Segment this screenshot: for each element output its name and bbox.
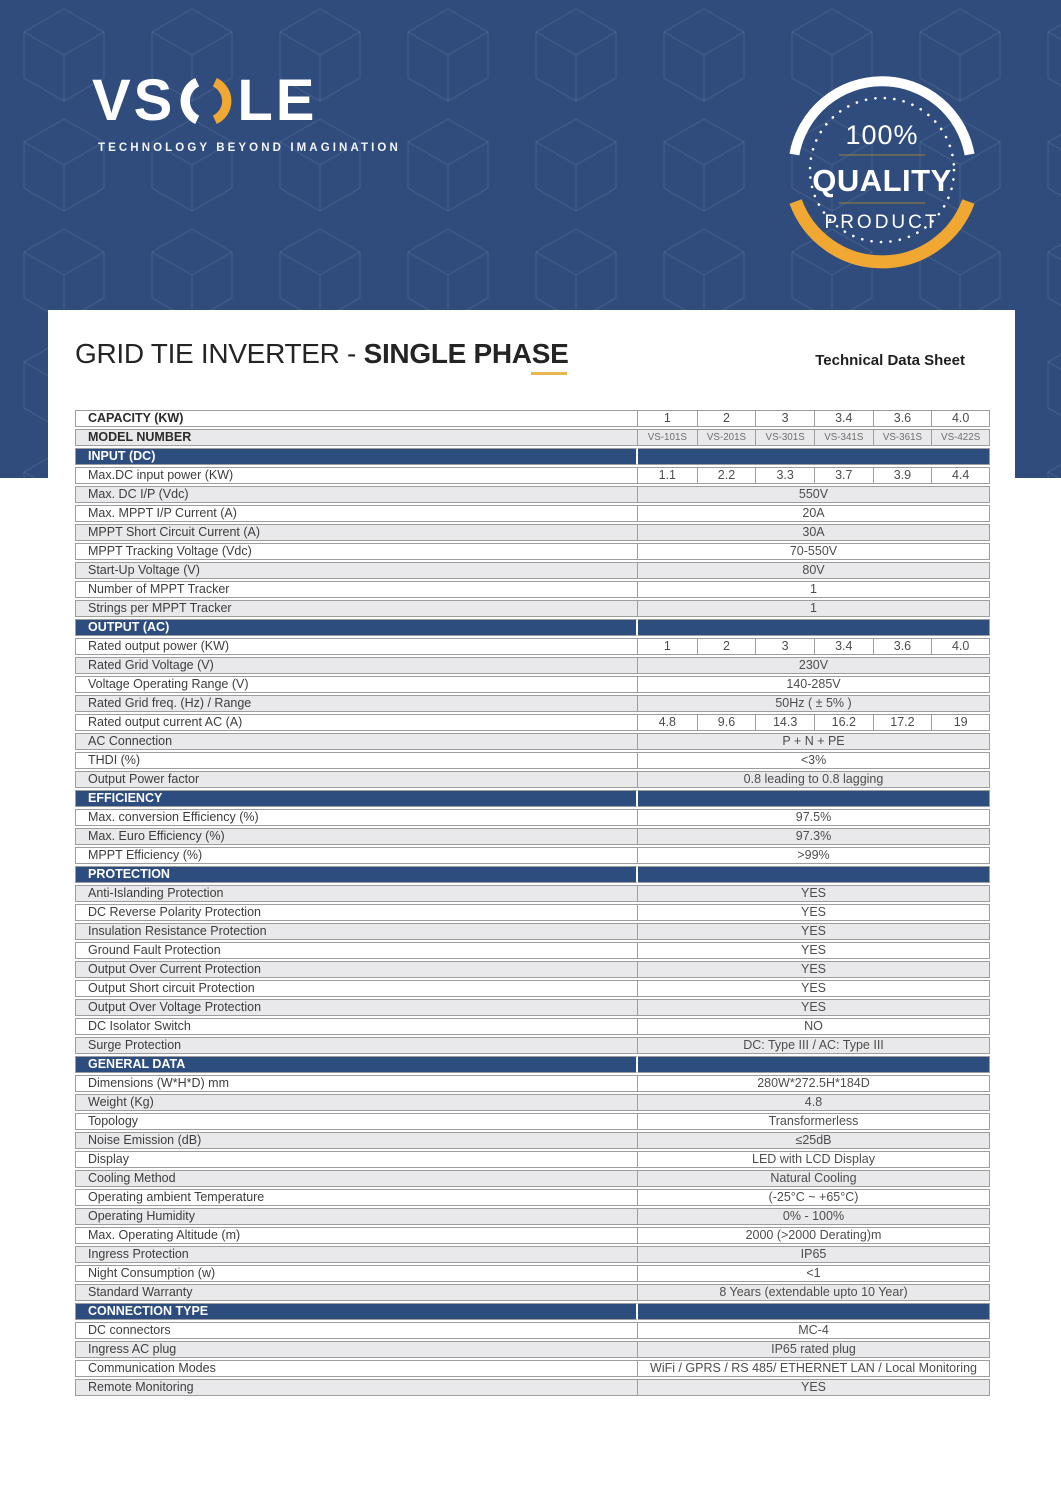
- row-value: VS-301S: [755, 429, 814, 446]
- row-label: DC connectors: [75, 1322, 638, 1339]
- table-row: [75, 467, 990, 484]
- row-value-span: 97.3%: [638, 828, 990, 845]
- row-value-span: <1: [638, 1265, 990, 1282]
- table-row: [75, 1189, 990, 1206]
- row-value: 1.1: [638, 467, 697, 484]
- row-label: AC Connection: [75, 733, 638, 750]
- row-value-span: Natural Cooling: [638, 1170, 990, 1187]
- table-row: [75, 1151, 990, 1168]
- row-label: Insulation Resistance Protection: [75, 923, 638, 940]
- table-row: [75, 1360, 990, 1377]
- row-value: 3: [755, 410, 814, 427]
- row-label: Remote Monitoring: [75, 1379, 638, 1396]
- row-value-span: DC: Type III / AC: Type III: [638, 1037, 990, 1054]
- row-value-span: MC-4: [638, 1322, 990, 1339]
- table-row: [75, 562, 990, 579]
- row-label: Anti-Islanding Protection: [75, 885, 638, 902]
- row-value-span: IP65: [638, 1246, 990, 1263]
- row-label: Strings per MPPT Tracker: [75, 600, 638, 617]
- section-row: [75, 866, 990, 883]
- spec-table: [75, 408, 990, 1398]
- row-label: Max. MPPT I/P Current (A): [75, 505, 638, 522]
- row-value-span: 97.5%: [638, 809, 990, 826]
- row-label: DC Isolator Switch: [75, 1018, 638, 1035]
- row-value-span: LED with LCD Display: [638, 1151, 990, 1168]
- section-label: OUTPUT (AC): [75, 619, 638, 636]
- table-row: [75, 961, 990, 978]
- table-row: [75, 923, 990, 940]
- table-row: [75, 714, 990, 731]
- row-value-span: YES: [638, 980, 990, 997]
- table-row: [75, 410, 990, 427]
- row-label: Output Short circuit Protection: [75, 980, 638, 997]
- row-label: Operating Humidity: [75, 1208, 638, 1225]
- table-row: [75, 657, 990, 674]
- row-label: Night Consumption (w): [75, 1265, 638, 1282]
- row-value-span: 2000 (>2000 Derating)m: [638, 1227, 990, 1244]
- table-row: [75, 1265, 990, 1282]
- row-value: 2.2: [697, 467, 756, 484]
- row-label: Max. Euro Efficiency (%): [75, 828, 638, 845]
- table-row: [75, 600, 990, 617]
- table-row: [75, 1037, 990, 1054]
- row-value-span: 80V: [638, 562, 990, 579]
- table-row: [75, 1341, 990, 1358]
- table-row: [75, 885, 990, 902]
- row-value-span: Transformerless: [638, 1113, 990, 1130]
- row-label: Rated Grid Voltage (V): [75, 657, 638, 674]
- section-fill: [638, 1303, 990, 1320]
- row-label: CAPACITY (KW): [75, 410, 638, 427]
- table-row: [75, 524, 990, 541]
- row-value: 19: [931, 714, 990, 731]
- row-label: MODEL NUMBER: [75, 429, 638, 446]
- badge-middle-text: QUALITY: [812, 163, 952, 198]
- table-row: [75, 505, 990, 522]
- row-value: 4.8: [638, 714, 697, 731]
- row-value-span: 280W*272.5H*184D: [638, 1075, 990, 1092]
- row-value-span: <3%: [638, 752, 990, 769]
- section-label: GENERAL DATA: [75, 1056, 638, 1073]
- table-row: [75, 1018, 990, 1035]
- section-fill: [638, 790, 990, 807]
- row-value: 3.4: [814, 410, 873, 427]
- logo-o-icon: [179, 74, 233, 128]
- section-label: INPUT (DC): [75, 448, 638, 465]
- row-value: 3.6: [873, 410, 932, 427]
- section-row: [75, 790, 990, 807]
- table-row: [75, 1170, 990, 1187]
- row-label: MPPT Efficiency (%): [75, 847, 638, 864]
- row-label: Ingress Protection: [75, 1246, 638, 1263]
- row-label: Max. DC I/P (Vdc): [75, 486, 638, 503]
- row-label: Weight (Kg): [75, 1094, 638, 1111]
- table-row: [75, 942, 990, 959]
- row-value-span: (-25°C ~ +65°C): [638, 1189, 990, 1206]
- row-label: Noise Emission (dB): [75, 1132, 638, 1149]
- section-row: [75, 448, 990, 465]
- row-value: VS-101S: [638, 429, 697, 446]
- section-label: CONNECTION TYPE: [75, 1303, 638, 1320]
- table-row: [75, 1379, 990, 1396]
- row-label: Output Over Current Protection: [75, 961, 638, 978]
- table-row: [75, 1075, 990, 1092]
- row-label: DC Reverse Polarity Protection: [75, 904, 638, 921]
- row-label: Output Over Voltage Protection: [75, 999, 638, 1016]
- row-value-span: 8 Years (extendable upto 10 Year): [638, 1284, 990, 1301]
- table-row: [75, 486, 990, 503]
- row-value: VS-361S: [873, 429, 932, 446]
- logo-text-vs: VS: [92, 68, 176, 133]
- row-label: Communication Modes: [75, 1360, 638, 1377]
- row-label: Start-Up Voltage (V): [75, 562, 638, 579]
- title-underline: [531, 372, 567, 375]
- row-value: 9.6: [697, 714, 756, 731]
- row-value-span: YES: [638, 923, 990, 940]
- row-label: Max.DC input power (KW): [75, 467, 638, 484]
- table-row: [75, 752, 990, 769]
- row-label: Ingress AC plug: [75, 1341, 638, 1358]
- row-label: Surge Protection: [75, 1037, 638, 1054]
- badge-bottom-text: PRODUCT: [824, 212, 940, 233]
- content-panel: [48, 310, 1015, 1500]
- table-row: [75, 1094, 990, 1111]
- row-label: Standard Warranty: [75, 1284, 638, 1301]
- table-row: [75, 999, 990, 1016]
- row-value: 3: [755, 638, 814, 655]
- row-value-span: 0.8 leading to 0.8 lagging: [638, 771, 990, 788]
- section-row: [75, 1056, 990, 1073]
- row-label: Output Power factor: [75, 771, 638, 788]
- row-value: VS-201S: [697, 429, 756, 446]
- row-value: 3.4: [814, 638, 873, 655]
- logo-text-le: LE: [237, 68, 318, 133]
- row-value: 4.0: [931, 410, 990, 427]
- section-label: EFFICIENCY: [75, 790, 638, 807]
- title-row: [75, 338, 990, 398]
- row-label: Cooling Method: [75, 1170, 638, 1187]
- section-fill: [638, 866, 990, 883]
- row-label: Ground Fault Protection: [75, 942, 638, 959]
- table-row: [75, 638, 990, 655]
- table-row: [75, 904, 990, 921]
- section-row: [75, 619, 990, 636]
- row-value-span: 20A: [638, 505, 990, 522]
- row-value-span: YES: [638, 961, 990, 978]
- table-row: [75, 581, 990, 598]
- row-value-span: YES: [638, 999, 990, 1016]
- row-value-span: IP65 rated plug: [638, 1341, 990, 1358]
- row-value: VS-341S: [814, 429, 873, 446]
- table-row: [75, 809, 990, 826]
- row-value-span: NO: [638, 1018, 990, 1035]
- doc-type-label: Technical Data Sheet: [815, 352, 965, 369]
- row-label: THDI (%): [75, 752, 638, 769]
- table-row: [75, 1208, 990, 1225]
- table-row: [75, 733, 990, 750]
- row-value: 14.3: [755, 714, 814, 731]
- brand-tagline: TECHNOLOGY BEYOND IMAGINATION: [98, 142, 401, 154]
- table-row: [75, 429, 990, 446]
- table-row: [75, 847, 990, 864]
- row-value-span: 4.8: [638, 1094, 990, 1111]
- section-row: [75, 1303, 990, 1320]
- section-fill: [638, 1056, 990, 1073]
- row-value-span: YES: [638, 1379, 990, 1396]
- table-row: [75, 1132, 990, 1149]
- row-value-span: YES: [638, 942, 990, 959]
- row-label: MPPT Short Circuit Current (A): [75, 524, 638, 541]
- spec-table-body: [75, 410, 990, 1396]
- row-label: Max. Operating Altitude (m): [75, 1227, 638, 1244]
- row-label: Rated output current AC (A): [75, 714, 638, 731]
- row-value: 3.7: [814, 467, 873, 484]
- row-value: 4.0: [931, 638, 990, 655]
- row-value-span: P + N + PE: [638, 733, 990, 750]
- row-label: Max. conversion Efficiency (%): [75, 809, 638, 826]
- row-value-span: >99%: [638, 847, 990, 864]
- table-row: [75, 828, 990, 845]
- quality-badge: [777, 58, 987, 288]
- table-row: [75, 1284, 990, 1301]
- row-value: 1: [638, 638, 697, 655]
- row-value: 2: [697, 638, 756, 655]
- row-value: 2: [697, 410, 756, 427]
- row-value-span: 70-550V: [638, 543, 990, 560]
- row-value-span: WiFi / GPRS / RS 485/ ETHERNET LAN / Local Monitoring: [638, 1360, 990, 1377]
- row-value: 16.2: [814, 714, 873, 731]
- row-value: 4.4: [931, 467, 990, 484]
- row-value-span: 1: [638, 581, 990, 598]
- row-value: 1: [638, 410, 697, 427]
- row-label: Display: [75, 1151, 638, 1168]
- table-row: [75, 1322, 990, 1339]
- table-row: [75, 695, 990, 712]
- row-value-span: 230V: [638, 657, 990, 674]
- brand-logo: [92, 68, 401, 154]
- row-value-span: YES: [638, 885, 990, 902]
- row-label: Rated Grid freq. (Hz) / Range: [75, 695, 638, 712]
- section-fill: [638, 619, 990, 636]
- title-bold-part: SINGLE PHASE: [363, 338, 569, 369]
- table-row: [75, 1246, 990, 1263]
- badge-top-text: 100%: [845, 120, 919, 150]
- table-row: [75, 1227, 990, 1244]
- row-value: VS-422S: [931, 429, 990, 446]
- table-row: [75, 543, 990, 560]
- row-label: Dimensions (W*H*D) mm: [75, 1075, 638, 1092]
- table-row: [75, 771, 990, 788]
- table-row: [75, 1113, 990, 1130]
- table-row: [75, 676, 990, 693]
- row-value-span: 30A: [638, 524, 990, 541]
- row-value: 3.3: [755, 467, 814, 484]
- row-value-span: YES: [638, 904, 990, 921]
- row-value-span: ≤25dB: [638, 1132, 990, 1149]
- section-fill: [638, 448, 990, 465]
- row-value-span: 50Hz ( ± 5% ): [638, 695, 990, 712]
- row-value: 3.6: [873, 638, 932, 655]
- row-value-span: 550V: [638, 486, 990, 503]
- row-label: Voltage Operating Range (V): [75, 676, 638, 693]
- row-label: MPPT Tracking Voltage (Vdc): [75, 543, 638, 560]
- row-value: 17.2: [873, 714, 932, 731]
- row-value-span: 0% - 100%: [638, 1208, 990, 1225]
- row-value: 3.9: [873, 467, 932, 484]
- row-label: Topology: [75, 1113, 638, 1130]
- row-value-span: 1: [638, 600, 990, 617]
- section-label: PROTECTION: [75, 866, 638, 883]
- row-label: Operating ambient Temperature: [75, 1189, 638, 1206]
- row-value-span: 140-285V: [638, 676, 990, 693]
- row-label: Rated output power (KW): [75, 638, 638, 655]
- table-row: [75, 980, 990, 997]
- title-light-part: GRID TIE INVERTER -: [75, 338, 364, 369]
- row-label: Number of MPPT Tracker: [75, 581, 638, 598]
